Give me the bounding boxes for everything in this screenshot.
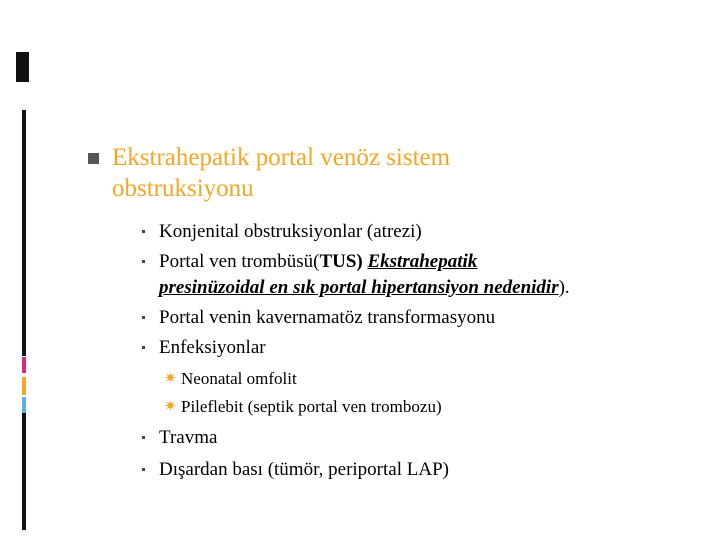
- item-emphasis-line2: presinüzoidal en sık portal hipertansiyon nedenidir: [159, 277, 559, 298]
- sub-list-item-text: Pileflebit (septik portal ven trombozu): [181, 397, 442, 416]
- accent-block: [16, 52, 29, 82]
- dot-bullet-icon: [142, 346, 145, 349]
- dot-bullet-icon: [142, 436, 145, 439]
- dot-bullet-icon: [142, 260, 145, 263]
- list-item-text: Dışardan bası (tümör, periportal LAP): [159, 459, 449, 480]
- asterisk-bullet-icon: ✷: [164, 399, 177, 415]
- item-emphasis-line1: Ekstrahepatik: [367, 251, 478, 272]
- dot-bullet-icon: [142, 230, 145, 233]
- list-item-text: Enfeksiyonlar: [159, 337, 266, 358]
- sub-list-item-text: Neonatal omfolit: [181, 369, 297, 388]
- heading: [112, 142, 652, 204]
- list-item-text: [159, 250, 699, 274]
- item-bold: TUS): [319, 251, 363, 272]
- left-bar-pink: [22, 357, 26, 373]
- item-suffix: ).: [558, 277, 570, 298]
- dot-bullet-icon: [142, 468, 145, 471]
- asterisk-bullet-icon: ✷: [164, 371, 177, 387]
- list-item-text: Portal venin kavernamatöz transformasyonu: [159, 307, 496, 328]
- item-prefix: Portal ven trombüsü(: [159, 251, 320, 272]
- list-item-text: Travma: [159, 427, 218, 448]
- left-bar-dark-bottom: [22, 413, 26, 530]
- list-item-text: Konjenital obstruksiyonlar (atrezi): [159, 221, 422, 242]
- heading-line2: obstruksiyonu: [112, 175, 254, 202]
- left-bar-blue: [22, 397, 26, 413]
- list-item-text: [159, 276, 699, 300]
- square-bullet-icon: [88, 153, 99, 164]
- left-bar-orange: [22, 377, 26, 395]
- left-bar-dark-top: [22, 110, 26, 356]
- dot-bullet-icon: [142, 316, 145, 319]
- heading-line1: Ekstrahepatik portal venöz sistem: [112, 144, 451, 171]
